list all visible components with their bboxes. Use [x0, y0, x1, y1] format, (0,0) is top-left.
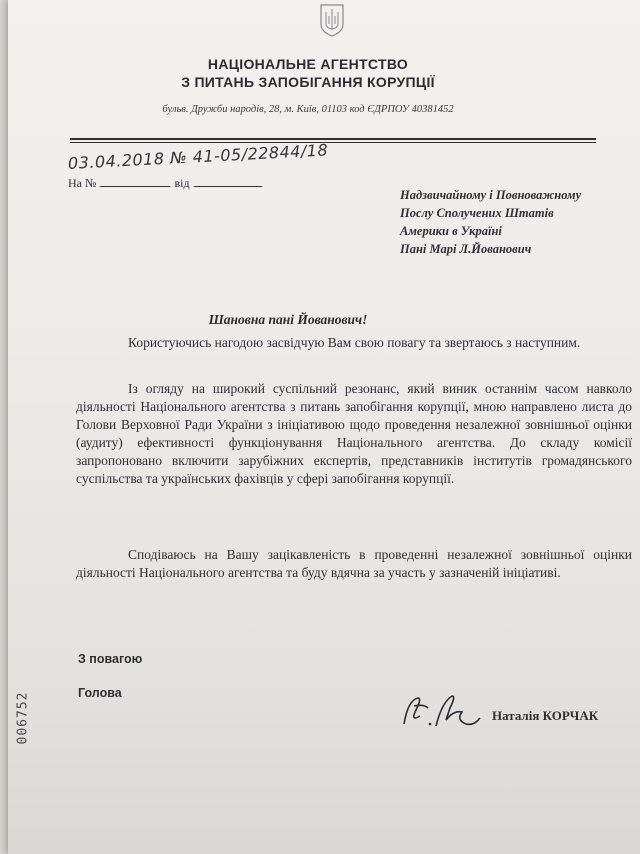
body-paragraph-2: Із огляду на широкий суспільний резонанс, який виник останнім часом навколо діяльності Національного агентства з питань запобігання корупції, мною направлено листа до Голови Верховної Ради України з ініціативою щодо проведення незалежної зовнішньої оцінки (аудиту) ефективності функціонування Національного агентства. До складу комісії запропоновано включити зарубіжних експертів, представників інститутів громадянського суспільства та українських фахівців у сфері запобігання корупції.	[76, 381, 632, 486]
letterhead-divider	[70, 138, 596, 140]
closing-phrase: З повагою	[78, 652, 143, 666]
addressee-line: Америки в Україні	[400, 224, 502, 238]
registration-number-stamp	[12, 688, 34, 748]
body-paragraph-3: Сподіваюсь на Вашу зацікавленість в проведенні незалежної зовнішньої оцінки діяльності Національного агентства та буду вдячна за участь у зазначеній ініціативі.	[76, 547, 632, 580]
letterhead-divider-thin	[70, 142, 596, 143]
reference-vid-label: від	[174, 176, 190, 190]
agency-address: бульв. Дружби народів, 28, м. Київ, 01103 код ЄДРПОУ 40381452	[162, 104, 454, 115]
agency-name-line1: НАЦІОНАЛЬНЕ АГЕНТСТВО	[207, 56, 409, 72]
reference-date-blank	[194, 186, 262, 187]
body-paragraph-1: Користуючись нагодою засвідчую Вам свою повагу та звертаюсь з наступним.	[128, 335, 581, 350]
trident-emblem-icon	[318, 2, 346, 38]
addressee-line: Надзвичайному і Повноважному	[400, 188, 582, 202]
handwritten-outgoing-number: 03.04.2018 № 41-05/22844/18	[67, 140, 329, 173]
reference-line	[68, 176, 262, 191]
addressee-block	[400, 186, 581, 258]
reference-number-blank	[100, 186, 170, 187]
handwritten-signature	[396, 690, 486, 734]
reference-na-label: На №	[68, 176, 97, 190]
agency-name-line2: З ПИТАНЬ ЗАПОБІГАННЯ КОРУПЦІЇ	[181, 74, 435, 90]
salutation: Шановна пані Йованович!	[208, 312, 368, 327]
signer-position: Голова	[78, 686, 122, 700]
letter-page	[8, 0, 640, 854]
addressee-line: Послу Сполучених Штатів	[400, 206, 554, 220]
registration-number: 006752	[15, 691, 31, 745]
addressee-line: Пані Марі Л.Йованович	[400, 242, 532, 256]
signer-name: Наталія КОРЧАК	[492, 708, 599, 723]
